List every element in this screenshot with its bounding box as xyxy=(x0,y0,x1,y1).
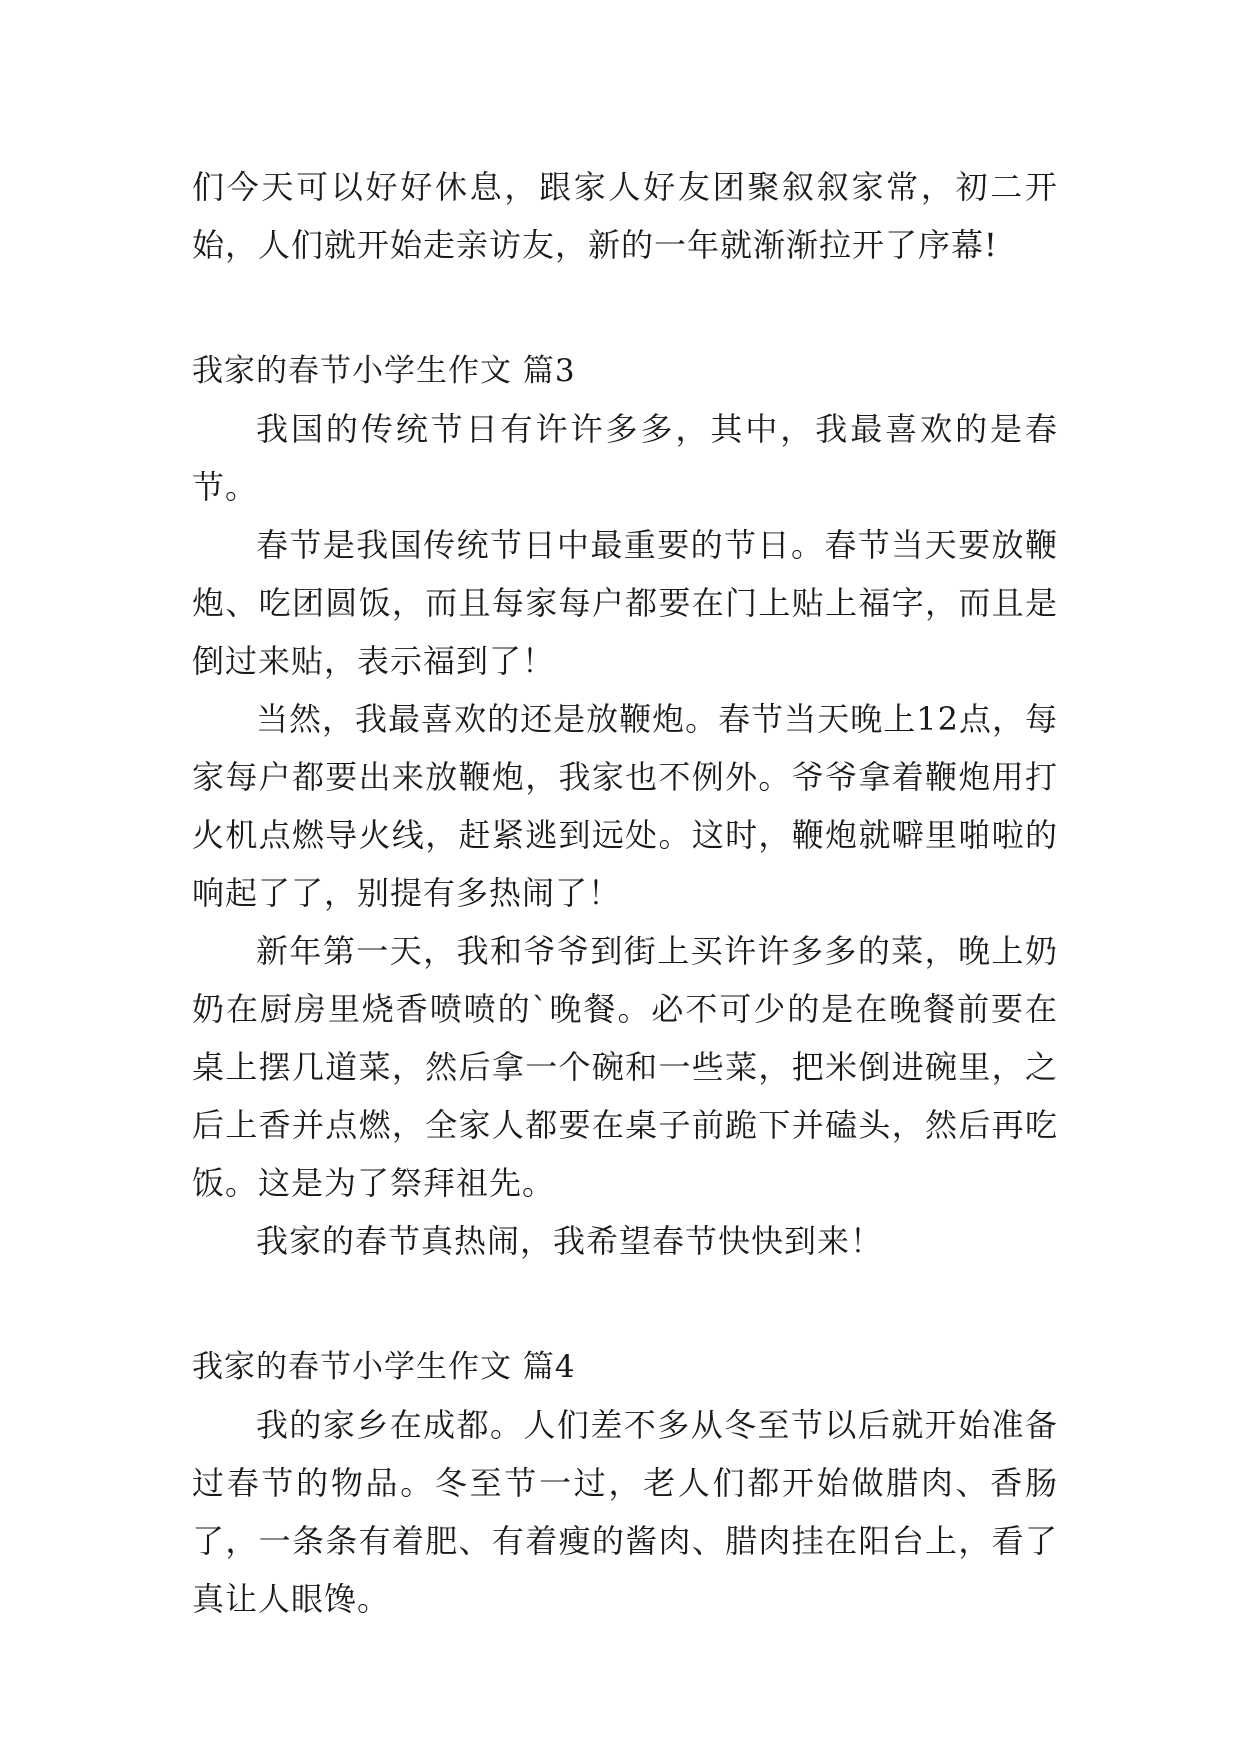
section-4-heading: 我家的春节小学生作文 篇4 xyxy=(192,1349,576,1385)
section-3-paragraph-2: 春节是我国传统节日中最重要的节日。春节当天要放鞭炮、吃团圆饭，而且每家每户都要在门上贴上福字，而且是倒过来贴，表示福到了！ xyxy=(192,526,1058,680)
intro-paragraph: 们今天可以好好休息，跟家人好友团聚叙叙家常，初二开始，人们就开始走亲访友，新的一年就渐渐拉开了序幕! xyxy=(192,168,1058,264)
section-3-paragraph-5: 我家的春节真热闹，我希望春节快快到来！ xyxy=(256,1222,884,1260)
section-spacer xyxy=(192,1270,1058,1338)
section-3-heading: 我家的春节小学生作文 篇3 xyxy=(192,353,576,389)
section-3-paragraph-4: 新年第一天，我和爷爷到街上买许许多多的菜，晚上奶奶在厨房里烧香喷喷的`晚餐。必不可少的是在晚餐前要在桌上摆几道菜，然后拿一个碗和一些菜，把米倒进碗里，之后上香并点燃，全家人都要在桌子前跪下并磕头，然后再吃饭。这是为了祭拜祖先。 xyxy=(192,932,1058,1202)
section-4-paragraph-1: 我的家乡在成都。人们差不多从冬至节以后就开始准备过春节的物品。冬至节一过，老人们都开始做腊肉、香肠了，一条条有着肥、有着瘦的酱肉、腊肉挂在阳台上，看了真让人眼馋。 xyxy=(192,1406,1058,1618)
section-3-paragraph-3: 当然，我最喜欢的还是放鞭炮。春节当天晚上12点，每家每户都要出来放鞭炮，我家也不例外。爷爷拿着鞭炮用打火机点燃导火线，赶紧逃到远处。这时，鞭炮就噼里啪啦的响起了了，别提有多热闹了！ xyxy=(192,700,1058,912)
section-spacer xyxy=(192,274,1058,342)
document-body xyxy=(192,158,1058,1628)
section-3-paragraph-1: 我国的传统节日有许许多多，其中，我最喜欢的是春节。 xyxy=(192,410,1058,506)
